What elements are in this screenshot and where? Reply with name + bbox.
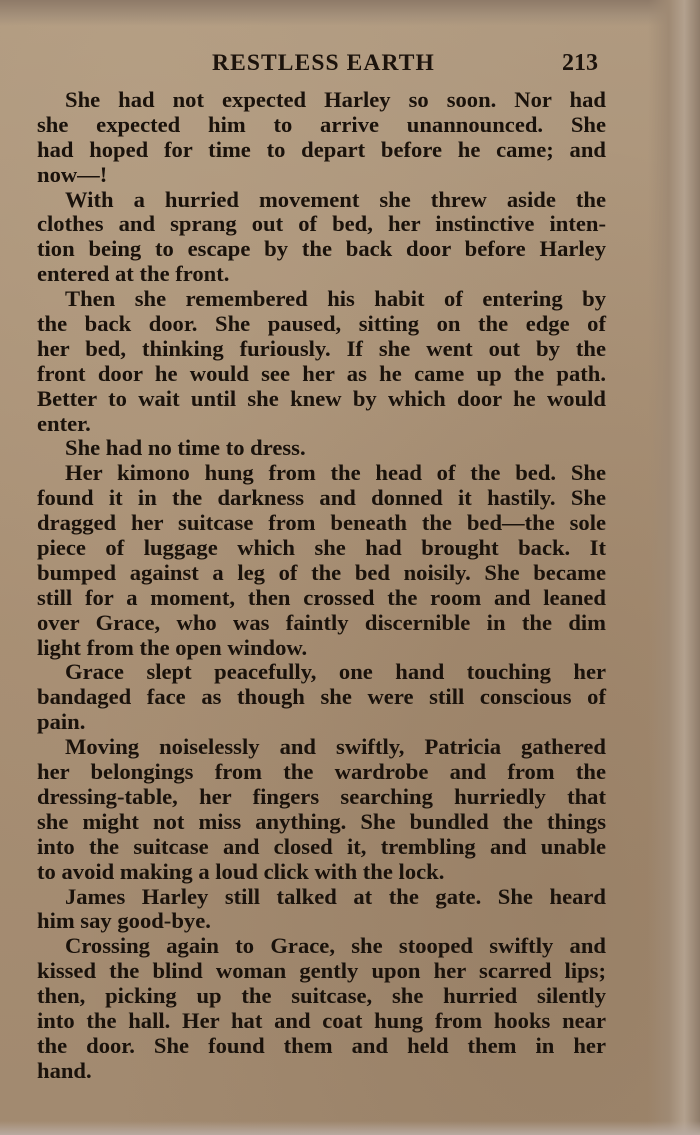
text-line: bandaged face as though she were still conscious of xyxy=(37,684,606,710)
text-line: hand. xyxy=(37,1057,92,1083)
text-line: the door. She found them and held them in her xyxy=(37,1032,606,1058)
text-line: light from the open window. xyxy=(37,634,308,660)
page-bottom-edge xyxy=(0,1121,700,1135)
text-line: bumped against a leg of the bed noisily. She became xyxy=(37,559,606,585)
page-right-edge xyxy=(648,0,700,1135)
text-line: entered at the front. xyxy=(37,261,230,287)
text-line: Her kimono hung from the head of the bed. She xyxy=(65,460,606,486)
text-line: the back door. She paused, sitting on the edge of xyxy=(37,311,606,337)
text-line: now—! xyxy=(37,161,108,187)
text-line: She had no time to dress. xyxy=(65,435,306,461)
text-line: into the suitcase and closed it, trembling and unable xyxy=(37,833,606,859)
text-line: then, picking up the suitcase, she hurried silently xyxy=(37,983,606,1009)
text-line: into the hall. Her hat and coat hung from hooks near xyxy=(37,1007,606,1033)
page-top-edge xyxy=(0,0,700,26)
text-line: kissed the blind woman gently upon her scarred lips; xyxy=(37,958,606,984)
text-line: still for a moment, then crossed the room and leaned xyxy=(37,584,606,610)
text-line: Then she remembered his habit of entering by xyxy=(65,286,606,312)
page-header xyxy=(0,50,700,84)
text-line: had hoped for time to depart before he came; and xyxy=(37,136,606,162)
text-line: front door he would see her as he came up the path. xyxy=(37,360,606,386)
text-line: With a hurried movement she threw aside the xyxy=(65,186,606,212)
text-line: James Harley still talked at the gate. She heard xyxy=(65,883,606,909)
text-line: dragged her suitcase from beneath the bed—the sole xyxy=(37,510,606,536)
text-line: him say good-bye. xyxy=(37,908,211,934)
text-line: pain. xyxy=(37,709,86,735)
text-line: to avoid making a loud click with the lock. xyxy=(37,858,445,884)
page-number: 213 xyxy=(562,50,598,76)
text-line: enter. xyxy=(37,410,91,436)
text-line: found it in the darkness and donned it hastily. She xyxy=(37,485,606,511)
text-line: clothes and sprang out of bed, her instinctive inten- xyxy=(37,211,606,237)
text-line: Moving noiselessly and swiftly, Patricia gathered xyxy=(65,734,606,760)
text-line: she expected him to arrive unannounced. She xyxy=(37,111,606,137)
text-line: tion being to escape by the back door before Harley xyxy=(37,236,606,262)
text-line: her bed, thinking furiously. If she went out by the xyxy=(37,335,606,361)
body-text xyxy=(37,88,617,1084)
text-line: her belongings from the wardrobe and from the xyxy=(37,759,606,785)
running-head: RESTLESS EARTH xyxy=(212,50,435,76)
text-line: Crossing again to Grace, she stooped swiftly and xyxy=(65,933,606,959)
text-line: over Grace, who was faintly discernible in the dim xyxy=(37,609,606,635)
text-line: piece of luggage which she had brought back. It xyxy=(37,535,606,561)
text-line: Grace slept peacefully, one hand touching her xyxy=(65,659,606,685)
text-line: she might not miss anything. She bundled the things xyxy=(37,808,606,834)
text-line: She had not expected Harley so soon. Nor had xyxy=(65,87,606,112)
text-line: Better to wait until she knew by which door he would xyxy=(37,385,606,411)
text-line: dressing-table, her fingers searching hurriedly that xyxy=(37,783,606,809)
